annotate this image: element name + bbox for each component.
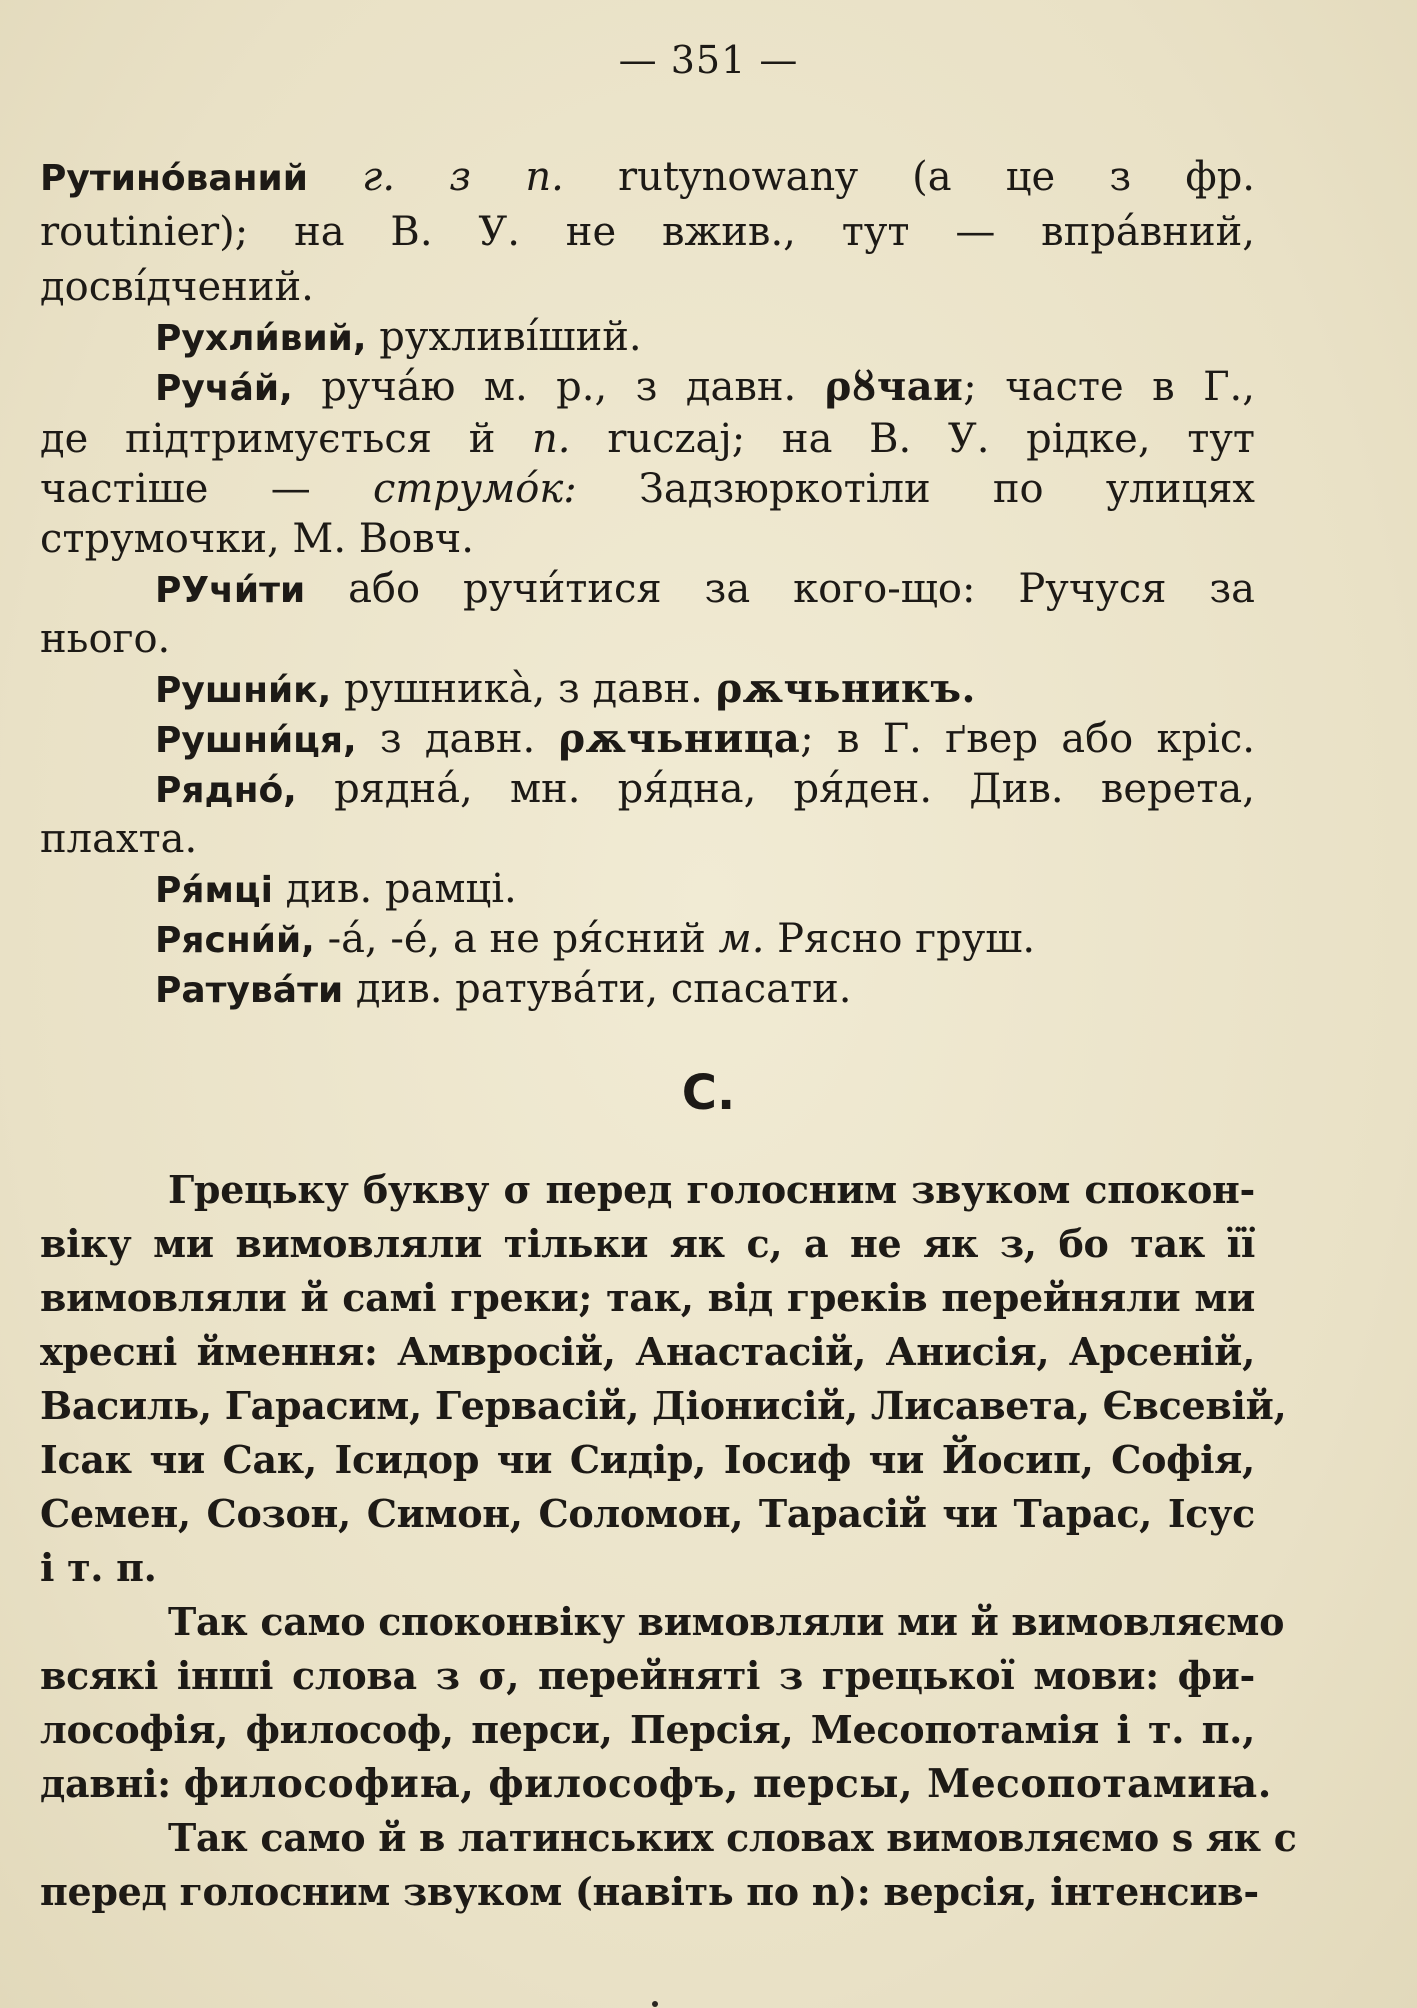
entry-line <box>155 564 1255 616</box>
headword: РУчи́ти <box>155 570 306 611</box>
entry-text: див. ратува́ти, спасати. <box>355 966 852 1012</box>
entry-text: рядна́, мн. ря́дна, ря́ден. Див. верета, <box>334 766 1255 812</box>
entry-line <box>155 362 1255 414</box>
section-line: Ісак чи Сак, Ісидор чи Сидір, Іосиф чи Йосип, Софія, <box>40 1437 1255 1482</box>
entry-text: rutynowany (а це з фр. <box>618 154 1256 200</box>
entry-line <box>155 764 1255 816</box>
old-slavonic-word: ρȣчаи <box>824 363 964 410</box>
headword: Рушни́к, <box>155 670 332 711</box>
entry-line <box>155 864 1255 916</box>
headword: Рухли́вий, <box>155 318 367 359</box>
entry-text: з давн. <box>379 716 536 762</box>
section-line: Семен, Созон, Симон, Соломон, Тарасій чи Тарас, Ісус <box>40 1491 1255 1536</box>
entry-line <box>155 964 1255 1016</box>
section-line: і т. п. <box>40 1545 157 1590</box>
old-slavonic-words: философиꙗ, философъ, персы, Месопотамиꙗ. <box>183 1761 1272 1807</box>
headword: Рушни́ця, <box>155 720 357 761</box>
entry-text: де підтримується й <box>40 416 496 462</box>
headword: Рядно́, <box>155 770 297 811</box>
headword: Ря́мці <box>155 870 273 911</box>
abbrev: г. з <box>362 154 472 200</box>
entry-line <box>155 714 1255 766</box>
entry-text: -а́, -е́, а не ря́сний <box>327 916 706 962</box>
entry-text: Рясно груш. <box>777 916 1036 962</box>
section-line: перед голосним звуком (навіть по n): версія, інтенсив- <box>40 1869 1259 1914</box>
section-line: Грецьку букву σ перед голосним звуком спокон- <box>168 1167 1255 1212</box>
entry-line: досві́дчений. <box>40 264 314 310</box>
section-line: всякі інші слова з σ, перейняті з грецької мови: фи- <box>40 1653 1255 1698</box>
old-slavonic-word: ρѫчьница <box>558 715 801 762</box>
section-line: лософія, философ, перси, Персія, Месопотамія і т. п., <box>40 1707 1255 1752</box>
old-slavonic-word: ρѫчьникъ. <box>715 665 976 712</box>
section-line <box>40 1759 1272 1809</box>
entry-text: ; часте в Г., <box>963 364 1255 410</box>
section-line: вимовляли й самі греки; так, від греків перейняли ми <box>40 1275 1255 1320</box>
entry-line: нього. <box>40 616 171 662</box>
entry-text: рухливі́ший. <box>379 314 642 360</box>
section-line: Василь, Гарасим, Гервасій, Діонисій, Лисавета, Євсевій, <box>40 1383 1287 1428</box>
section-line: віку ми вимовляли тільки як с, а не як з, бо так її <box>40 1221 1255 1266</box>
headword: Руча́й, <box>155 368 293 409</box>
entry-text: частіше — <box>40 466 311 512</box>
entry-text: ruczaj; на В. У. рідке, тут <box>607 416 1256 462</box>
page-speck <box>652 2001 658 2007</box>
entry-line: плахта. <box>40 816 198 862</box>
entry-line <box>40 414 1255 464</box>
section-line: Так само споконвіку вимовляли ми й вимовляємо <box>168 1599 1285 1644</box>
entry-line: routinier); на В. У. не вжив., тут — впра́вний, <box>40 209 1255 255</box>
entry-text: рушника̀, з давн. <box>344 666 703 712</box>
entry-line: струмочки, М. Вовч. <box>40 516 474 562</box>
entry-text: ; в Г. ґвер або кріс. <box>800 716 1255 762</box>
entry-line <box>155 914 1255 966</box>
headword: Рутино́ваний <box>40 158 308 199</box>
entry-text: див. рамці. <box>285 866 517 912</box>
entry-line <box>155 664 1255 716</box>
section-line: Так само й в латинських словах вимовляємо s як с <box>168 1815 1297 1860</box>
entry-line <box>40 464 1255 514</box>
entry-text: руча́ю м. р., з давн. <box>321 364 797 410</box>
entry-text: або ручи́тися за кого-що: Ручуся за <box>348 566 1255 612</box>
entry-line <box>155 312 1255 364</box>
headword: Ратува́ти <box>155 970 344 1011</box>
abbrev: п. <box>532 416 571 462</box>
abbrev: п. <box>525 154 564 200</box>
entry-text: Задзюркотіли по улицях <box>638 466 1255 512</box>
section-text: давні: <box>40 1761 171 1806</box>
entry-line <box>40 152 1255 204</box>
page-number: — 351 — <box>618 38 799 82</box>
section-line: хресні ймення: Амвросій, Анастасій, Анисія, Арсеній, <box>40 1329 1255 1374</box>
italic-word: струмо́к: <box>372 466 577 512</box>
section-letter: С. <box>681 1065 736 1121</box>
headword: Рясни́й, <box>155 920 315 961</box>
abbrev: м. <box>718 916 765 962</box>
